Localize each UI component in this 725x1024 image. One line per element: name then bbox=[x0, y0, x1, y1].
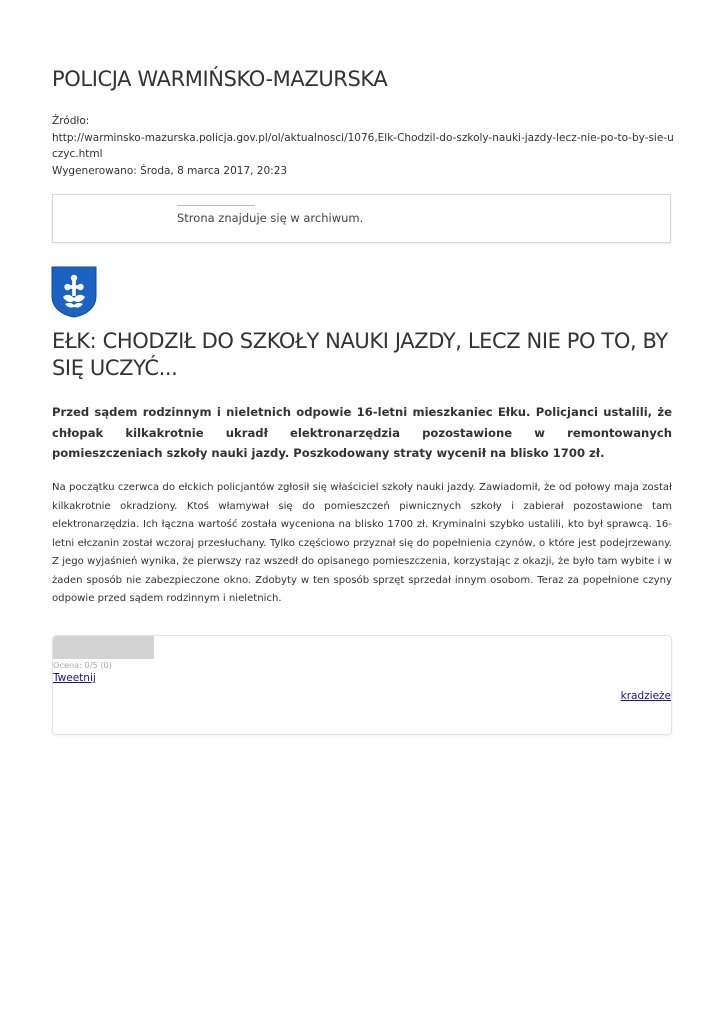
site-title: POLICJA WARMIŃSKO-MAZURSKA bbox=[52, 67, 388, 91]
tweet-link[interactable]: Tweetnij bbox=[53, 672, 96, 684]
archive-notice-box bbox=[52, 194, 671, 243]
generated-date: Wygenerowano: Środa, 8 marca 2017, 20:23 bbox=[52, 164, 288, 177]
archive-divider bbox=[177, 205, 255, 206]
tag-link-kradzieze[interactable]: kradzieże bbox=[620, 690, 671, 702]
source-meta bbox=[52, 113, 677, 179]
article-lead: Przed sądem rodzinnym i nieletnich odpowie 16-letni mieszkaniec Ełku. Policjanci ustalili, że chłopak kilkakrotnie ukradł elektronarzędzia pozostawione w remontowanych pomieszczeniach szkoły nauki jazdy. Poszkodowany straty wycenił na blisko 1700 zł. bbox=[52, 405, 672, 460]
rating-stars[interactable] bbox=[53, 636, 154, 659]
article-footer bbox=[52, 635, 672, 735]
article-body: Na początku czerwca do ełckich policjantów zgłosił się właściciel szkoły nauki jazdy. Zawiadomił, że od połowy maja został kilkakrotnie okradziony. Ktoś włamywał się do pomieszczeń piwnicznych szkoły i zabierał pozostawione tam elektronarzędzia. Ich łączna wartość została wyceniona na blisko 1700 zł. Kryminalni szybko ustalili, kto był sprawcą. 16-letni ełczanin został wczoraj przesłuchany. Tylko częściowo przyznał się do popełnienia czynów, o które jest podejrzewany. Z jego wyjaśnień wynika, że pierwszy raz wszedł do opisanego pomieszczenia, korzystając z okazji, że było tam wybite i w żaden sposób nie zabezpieczone okno. Zdobyty w ten sposób sprzęt sprzedał innym osobom. Teraz za popełnione czyny odpowie przed sądem rodzinnym i nieletnich. bbox=[52, 482, 672, 604]
police-crest-icon bbox=[51, 266, 97, 318]
rating-label: Ocena: 0/5 (0) bbox=[53, 660, 112, 670]
article-title: EŁK: CHODZIŁ DO SZKOŁY NAUKI JAZDY, LECZ NIE PO TO, BY SIĘ UCZYĆ... bbox=[52, 329, 668, 380]
archive-notice: Strona znajduje się w archiwum. bbox=[177, 211, 364, 225]
source-label: Źródło: bbox=[52, 115, 90, 127]
source-url: http://warminsko-mazurska.policja.gov.pl/ol/aktualnosci/1076,Elk-Chodzil-do-szkoly-nauki-jazdy-lecz-nie-po-to-by-sie-uczyc.html bbox=[52, 131, 674, 160]
